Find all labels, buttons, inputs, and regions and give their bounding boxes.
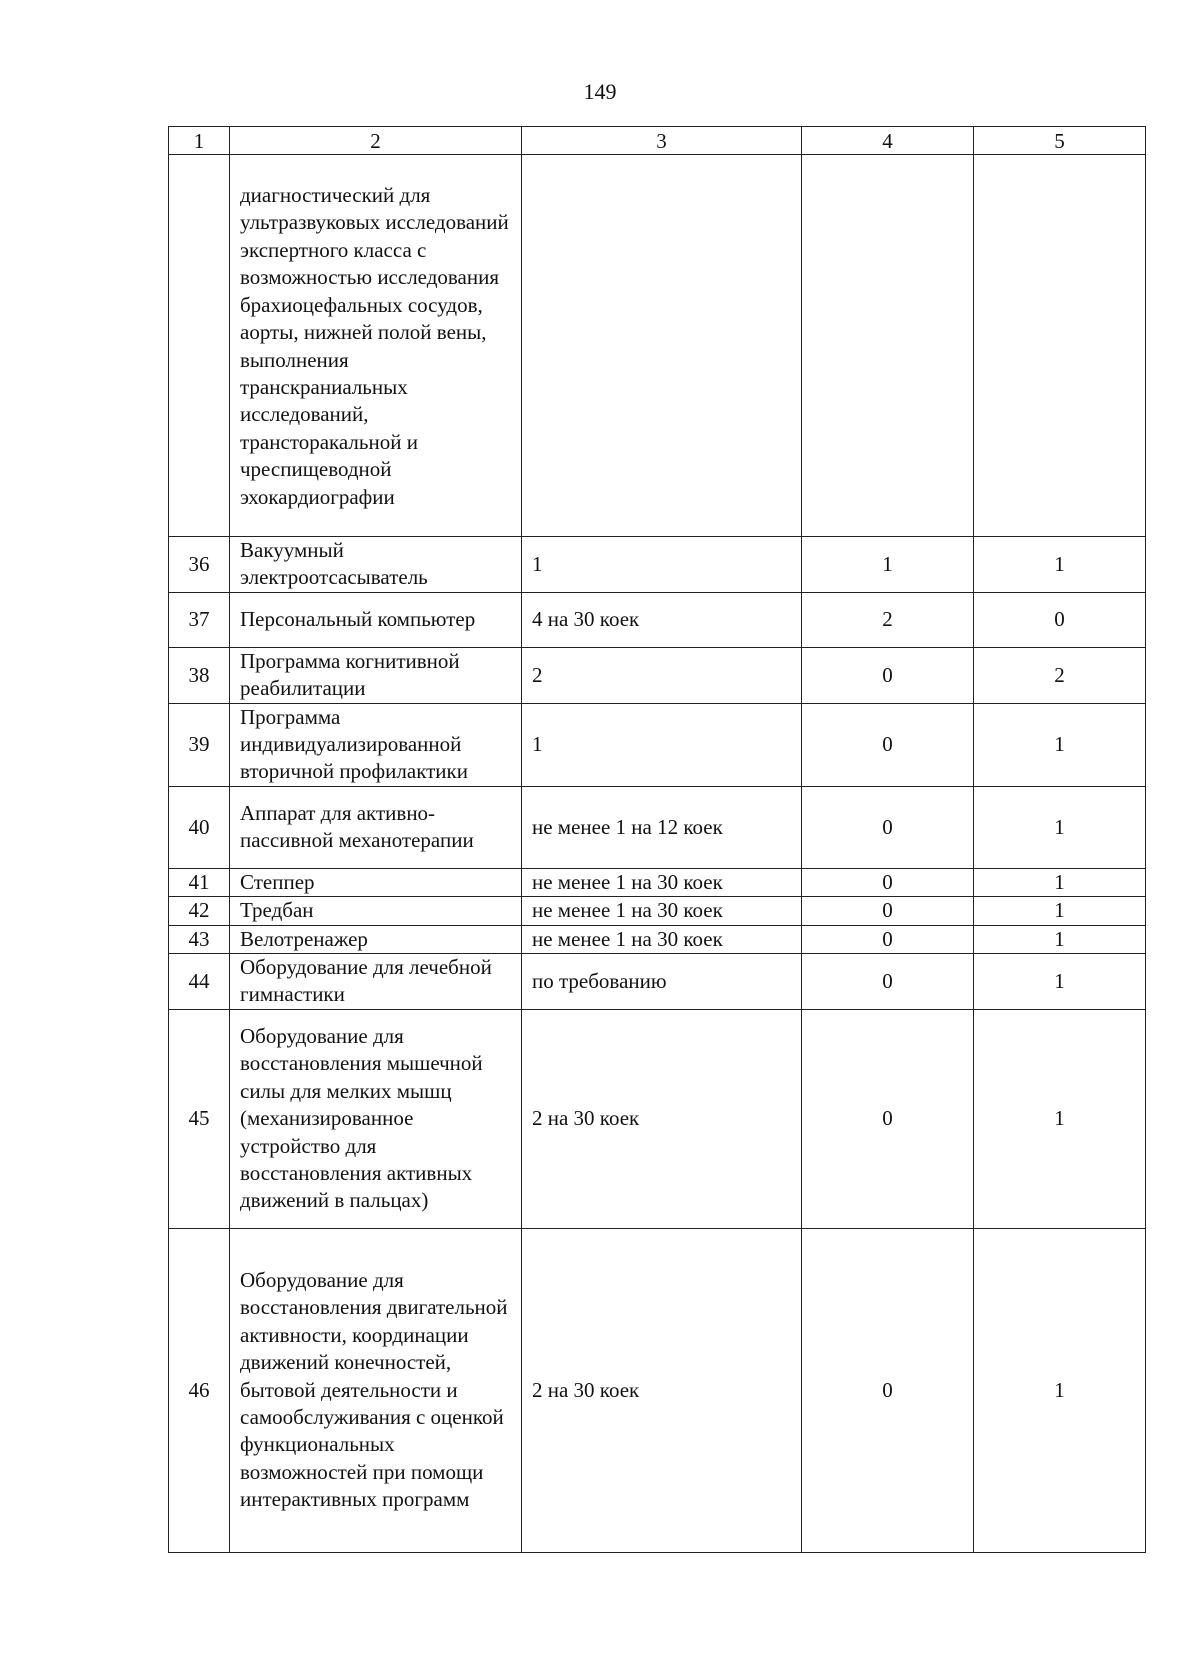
row-name: Тредбан xyxy=(230,897,522,925)
table-row xyxy=(169,537,1146,593)
row-name: Программа индивидуализированной вторичной профилактики xyxy=(230,703,522,786)
equipment-table xyxy=(168,126,1146,1553)
table-row xyxy=(169,786,1146,868)
row-norm: не менее 1 на 30 коек xyxy=(522,925,802,953)
row-col5: 1 xyxy=(974,703,1146,786)
row-norm: не менее 1 на 30 коек xyxy=(522,897,802,925)
table-row xyxy=(169,703,1146,786)
row-col5: 2 xyxy=(974,647,1146,703)
row-col4: 0 xyxy=(802,1009,974,1228)
table-header-row xyxy=(169,127,1146,155)
row-name: Оборудование для лечебной гимнастики xyxy=(230,954,522,1010)
row-col5: 0 xyxy=(974,592,1146,647)
row-number: 44 xyxy=(169,954,230,1010)
table-row xyxy=(169,1009,1146,1228)
table-row xyxy=(169,954,1146,1010)
table-row xyxy=(169,647,1146,703)
row-col5: 1 xyxy=(974,1228,1146,1552)
row-name: Оборудование для восстановления мышечной силы для мелких мышц (механизированное устройство для восстановления активных движений в пальцах) xyxy=(230,1009,522,1228)
row-number: 40 xyxy=(169,786,230,868)
row-col5: 1 xyxy=(974,786,1146,868)
row-number: 39 xyxy=(169,703,230,786)
row-number: 36 xyxy=(169,537,230,593)
row-number xyxy=(169,155,230,537)
header-cell-1: 1 xyxy=(169,127,230,155)
row-number: 45 xyxy=(169,1009,230,1228)
header-cell-4: 4 xyxy=(802,127,974,155)
row-col4: 0 xyxy=(802,703,974,786)
row-col5: 1 xyxy=(974,1009,1146,1228)
row-col4: 0 xyxy=(802,954,974,1010)
row-col4: 0 xyxy=(802,925,974,953)
row-number: 46 xyxy=(169,1228,230,1552)
row-col5: 1 xyxy=(974,868,1146,896)
row-name: диагностический для ультразвуковых исследований экспертного класса с возможностью исследования брахиоцефальных сосудов, аорты, нижней полой вены, выполнения транскраниальных исследований, трансторакальной и чреспищеводной эхокардиографии xyxy=(230,155,522,537)
row-norm: 2 на 30 коек xyxy=(522,1009,802,1228)
header-cell-5: 5 xyxy=(974,127,1146,155)
table-row xyxy=(169,925,1146,953)
row-name: Оборудование для восстановления двигательной активности, координации движений конечностей, бытовой деятельности и самообслуживания с оценкой функциональных возможностей при помощи интерактивных программ xyxy=(230,1228,522,1552)
row-norm: 2 на 30 коек xyxy=(522,1228,802,1552)
row-name: Персональный компьютер xyxy=(230,592,522,647)
row-col4: 0 xyxy=(802,868,974,896)
header-cell-2: 2 xyxy=(230,127,522,155)
row-col5: 1 xyxy=(974,537,1146,593)
row-name: Аппарат для активно-пассивной механотерапии xyxy=(230,786,522,868)
row-col4: 2 xyxy=(802,592,974,647)
row-col4: 0 xyxy=(802,647,974,703)
row-name: Вакуумный электроотсасыватель xyxy=(230,537,522,593)
row-norm: 1 xyxy=(522,703,802,786)
table-row-continuation xyxy=(169,155,1146,537)
row-norm: 1 xyxy=(522,537,802,593)
table-row xyxy=(169,1228,1146,1552)
row-number: 37 xyxy=(169,592,230,647)
row-norm: 4 на 30 коек xyxy=(522,592,802,647)
header-cell-3: 3 xyxy=(522,127,802,155)
row-number: 41 xyxy=(169,868,230,896)
row-col4: 1 xyxy=(802,537,974,593)
row-number: 43 xyxy=(169,925,230,953)
row-norm: не менее 1 на 30 коек xyxy=(522,868,802,896)
row-norm: 2 xyxy=(522,647,802,703)
row-norm xyxy=(522,155,802,537)
row-name: Степпер xyxy=(230,868,522,896)
row-col4: 0 xyxy=(802,786,974,868)
row-norm: по требованию xyxy=(522,954,802,1010)
row-number: 42 xyxy=(169,897,230,925)
row-col4 xyxy=(802,155,974,537)
page-number: 149 xyxy=(583,79,617,104)
row-col4: 0 xyxy=(802,1228,974,1552)
row-col5: 1 xyxy=(974,925,1146,953)
table-row xyxy=(169,592,1146,647)
row-number: 38 xyxy=(169,647,230,703)
row-col5: 1 xyxy=(974,897,1146,925)
table-row xyxy=(169,868,1146,896)
row-norm: не менее 1 на 12 коек xyxy=(522,786,802,868)
row-name: Велотренажер xyxy=(230,925,522,953)
row-col4: 0 xyxy=(802,897,974,925)
row-name: Программа когнитивной реабилитации xyxy=(230,647,522,703)
row-col5: 1 xyxy=(974,954,1146,1010)
row-col5 xyxy=(974,155,1146,537)
table-row xyxy=(169,897,1146,925)
